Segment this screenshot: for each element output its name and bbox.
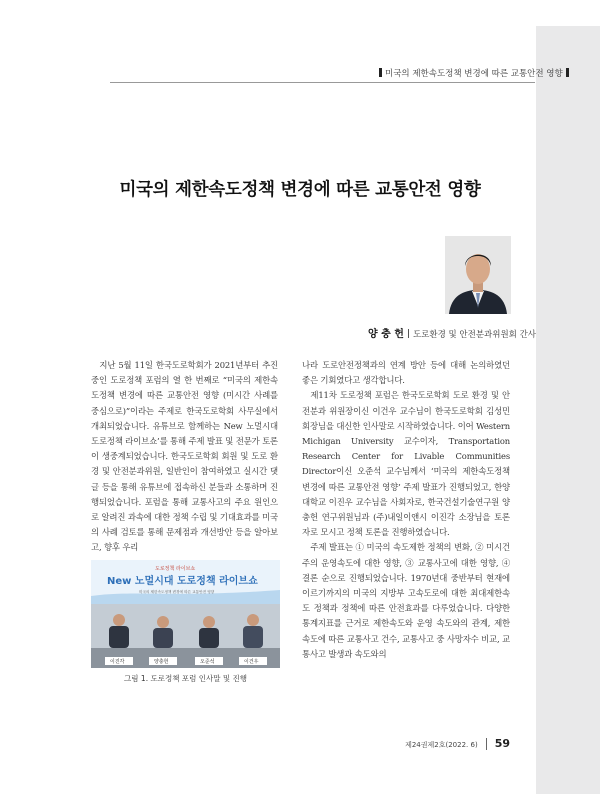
issue-label: 제24권제2호(2022. 6) — [405, 741, 478, 749]
nameplate-4: 이건우 — [244, 659, 259, 665]
nameplate-1: 이진각 — [110, 659, 125, 665]
body-column-left — [91, 358, 278, 556]
article-title: 미국의 제한속도정책 변경에 따른 교통안전 영향 — [119, 180, 481, 200]
running-header: 미국의 제한속도정책 변경에 따른 교통안전 영향 — [376, 67, 572, 79]
author-name: 양 충 헌 — [367, 329, 404, 340]
banner-subtitle: 미국의 제한속도정책 변경에 따른 교통안전 영향 — [139, 590, 215, 594]
figure-caption: 그림 1. 도로정책 포럼 인사말 및 진행 — [124, 674, 247, 683]
paragraph: 제11차 도로정책 포럼은 한국도로학회 도로 환경 및 안전분과 위원장이신 이건우 교수님이 한국도로학회 김성민 회장님을 대신한 인사말로 시작하였습니다. 이어 Western Michigan University 교수이자, Transportation Research Center for Livable Communities Director이신 오준석 교수님께서 ‘미국의 제한속도정책 변경에 따른 교통안전 영향’ 주제 발표가 진행되었고, 한양대학교 이진우 교수님을 사회자로, 한국건설기술연구원 양충헌 연구위원님과 (주)내일이앤시 이진각 소장님을 토론자로 모시고 정책 토론을 진행하였습니다. — [302, 390, 510, 538]
side-band — [536, 26, 600, 794]
banner-title: New 노멀시대 도로정책 라이브쇼 — [107, 576, 258, 587]
page-footer — [405, 737, 510, 750]
page-number: 59 — [494, 737, 510, 750]
forum-photo — [91, 560, 280, 668]
header-rule — [110, 82, 535, 83]
banner-small-text: 도로정책 라이브쇼 — [155, 566, 196, 572]
paragraph: 지난 5월 11일 한국도로학회가 2021년부터 추진 중인 도로정책 포럼의 열 한 번째로 “미국의 제한속도정책 변경에 따른 교통안전 영향 (미시간 사례를 중심으로)”이라는 주제로 한국도로학회 사무실에서 개최되었습니다. 유튜브로 함께하는 New 노멀시대 도로정책 라이브쇼’를 통해 주제 발표 및 전문가 토론이 생중계되었습니다. 한국도로학회 회원 및 도로 환경 및 안전분과위원, 일반인이 참여하였고 실시간 댓글 등을 통해 유튜브에 접속하신 분들과 소통하며 진행되었습니다. 포럼을 통해 교통사고의 주요 원인으로 알려진 과속에 대한 정책 수립 및 기대효과를 미국의 사례 검토를 통해 문제점과 개선방안 등을 알아보고, 향후 우리 — [91, 360, 278, 553]
author-affiliation: 도로환경 및 안전분과위원회 간사 — [412, 330, 536, 340]
nameplate-3: 오준석 — [200, 659, 215, 665]
body-column-right — [302, 358, 510, 662]
paragraph: 주제 발표는 ① 미국의 속도제한 정책의 변화, ② 미시건 주의 운영속도에 대한 영향, ③ 교통사고에 대한 영향, ④ 결론 순으로 진행되었습니다. 1970년대 중반부터 현재에 이르기까지의 미국의 지방부 고속도로에 대한 최대제한속도 정책과 정책에 따른 안전효과를 다루었습니다. 다양한 통계지표를 근거로 제한속도와 운영 속도와의 관계, 제한속도에 따른 교통사고 건수, 교통사고 중 사망자수 비교, 교통사고 발생과 속도와의 — [302, 542, 510, 659]
page-top — [0, 0, 600, 26]
nameplate-2: 양충헌 — [154, 659, 169, 665]
paragraph: 나라 도로안전정책과의 연계 방안 등에 대해 논의하였던 좋은 기회였다고 생각합니다. — [302, 360, 510, 386]
author-photo — [445, 236, 511, 314]
author-byline — [368, 325, 536, 340]
